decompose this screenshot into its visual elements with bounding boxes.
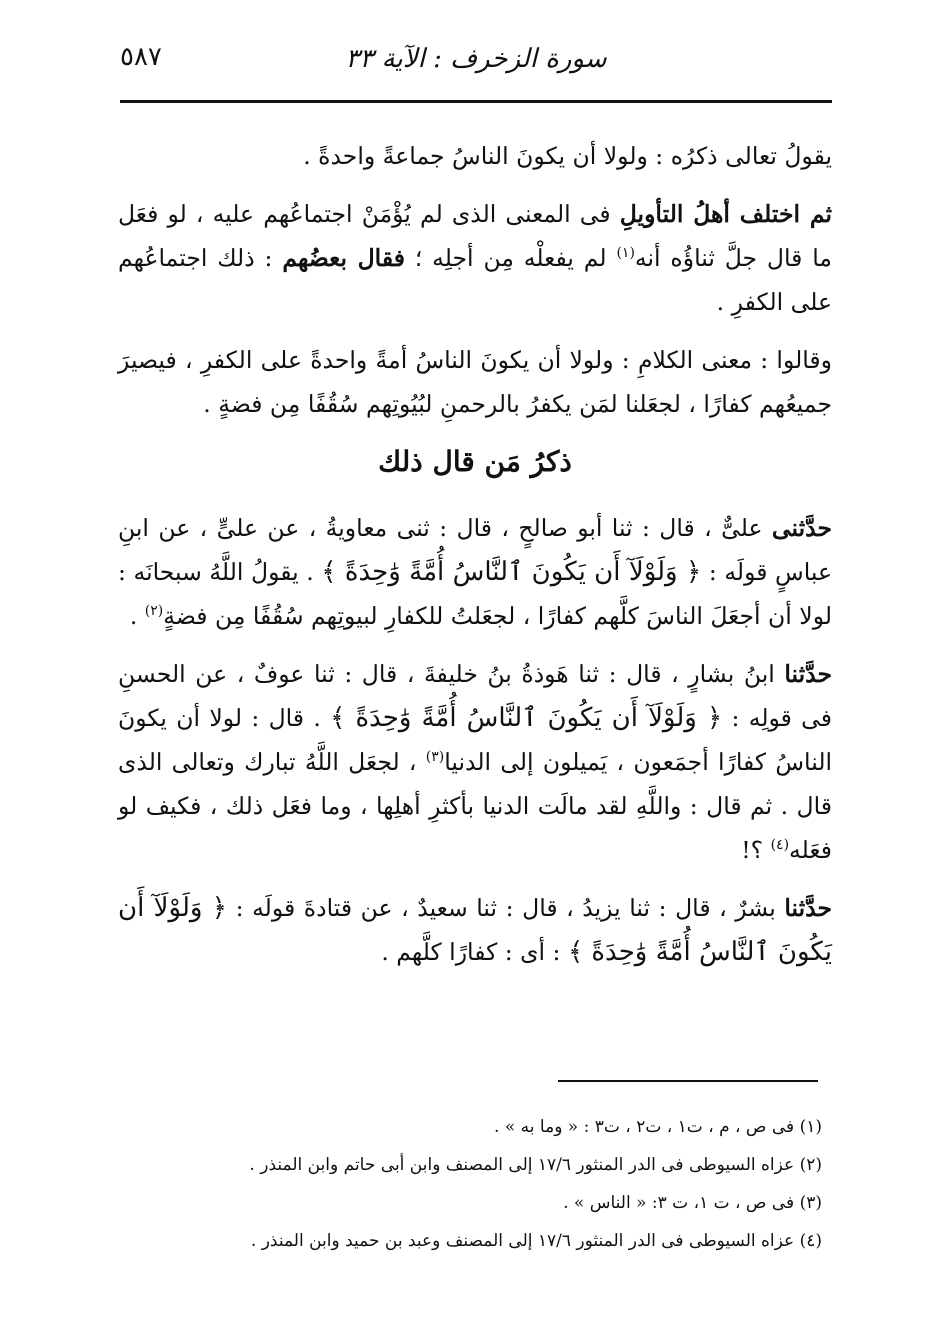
footnote-ref-4: (٤) xyxy=(770,837,790,854)
section-heading: ذكرُ مَن قال ذلك xyxy=(378,445,572,478)
narration-2-text-1: ابنُ بشارٍ ، قال : ثنا هَوذةُ بنُ خليفةَ ، قال : ثنا عوفٌ ، عن الحسنِ فى قولِه : xyxy=(118,660,832,732)
footnote-divider xyxy=(558,1080,818,1082)
narration-1-lead: حدَّثنى xyxy=(771,514,832,542)
narration-1-text-2: . يقولُ اللَّهُ سبحانَه : لولا أن أجعَلَ الناسَ كلَّهم كفارًا ، لجعَلتُ للكفارِ لبيوتِهم سُقُفًا مِن فضةٍ xyxy=(118,558,832,630)
narration-3 xyxy=(118,886,832,974)
narration-3-text-1: بشرٌ ، قال : ثنا يزيدُ ، قال : ثنا سعيدٌ ، عن قتادةَ قولَه : xyxy=(227,894,785,922)
paragraph-2-text-1: فى المعنى الذى لم يُؤْمَنْ اجتماعُهم عليه ، لو فعَل ما قال جلَّ ثناؤُه أنه xyxy=(118,200,832,272)
page-number: ٥٨٧ xyxy=(120,42,162,72)
narration-1 xyxy=(118,506,832,638)
narration-1-quran: ﴿ وَلَوْلَآ أَن يَكُونَ ٱلنَّاسُ أُمَّةً وَٰحِدَةً ﴾ xyxy=(321,557,702,587)
paragraph-2-lead: ثم اختلف أهلُ التأويلِ xyxy=(619,200,832,228)
narration-2-text-4: ؟! xyxy=(741,836,771,864)
footnote-ref-3: (٣) xyxy=(425,749,445,766)
narration-3-lead: حدَّثنا xyxy=(784,894,832,922)
footnote-ref-2: (٢) xyxy=(144,603,164,620)
narration-2-text-2: . قال : لولا أن يكونَ الناسُ كفارًا أجمَعون ، يَميلون إلى الدنيا xyxy=(118,704,833,776)
paragraph-2-text-3: : ذلك اجتماعُهم على الكفرِ . xyxy=(118,244,832,316)
paragraph-2 xyxy=(118,192,832,324)
paragraph-3-text: وقالوا : معنى الكلامِ : ولولا أن يكونَ الناسُ أمةً واحدةً على الكفرِ ، فيصيرَ جميعُهم كفارًا ، لجعَلنا لمَن يكفرُ بالرحمنِ لبُيُوتِهم سُقُفًا مِن فضةٍ . xyxy=(118,346,832,418)
narration-3-text-2: : أى : كفارًا كلَّهم . xyxy=(381,938,568,966)
page-header xyxy=(120,40,832,103)
paragraph-3 xyxy=(118,338,832,426)
paragraph-2-text-2: لم يفعلْه مِن أجلِه ؛ xyxy=(404,244,617,272)
main-text xyxy=(118,134,832,988)
footnotes xyxy=(180,1112,822,1264)
paragraph-1-text: يقولُ تعالى ذكرُه : ولولا أن يكونَ الناسُ جماعةً واحدةً . xyxy=(303,142,832,170)
paragraph-1 xyxy=(118,134,832,178)
narration-2-lead: حدَّثنا xyxy=(784,660,832,688)
footnote-3: (٣) فى ص ، ت ١، ت ٣: « الناس » . xyxy=(563,1193,822,1213)
narration-1-text-1: علىٌّ ، قال : ثنا أبو صالحٍ ، قال : ثنى معاويةُ ، عن علىٍّ ، عن ابنِ عباسٍ قولَه : xyxy=(118,514,832,586)
running-title: سورة الزخرف : الآية ٣٣ xyxy=(345,44,607,74)
footnote-ref-1: (١) xyxy=(616,245,635,262)
footnote-4: (٤) عزاه السيوطى فى الدر المنثور ١٧/٦ إلى المصنف وعبد بن حميد وابن المنذر . xyxy=(250,1231,822,1251)
narration-2-quran: ﴿ وَلَوْلَآ أَن يَكُونَ ٱلنَّاسُ أُمَّةً وَٰحِدَةً ﴾ xyxy=(330,703,723,733)
narration-1-text-3: . xyxy=(129,602,145,630)
footnote-2: (٢) عزاه السيوطى فى الدر المنثور ١٧/٦ إلى المصنف وابن أبى حاتم وابن المنذر . xyxy=(249,1155,822,1175)
footnote-1: (١) فى ص ، م ، ت١ ، ت٢ ، ت٣ : « وما به » . xyxy=(494,1117,822,1137)
narration-2-text-3: ، لجعَل اللَّهُ تبارك وتعالى الذى قال . ثم قال : واللَّهِ لقد مالَت الدنيا بأكثرِ أهلِها ، وما فعَل ذلك ، فكيف لو فعَله xyxy=(118,748,832,864)
narration-2 xyxy=(118,652,832,872)
paragraph-2-lead-2: فقال بعضُهم xyxy=(282,244,405,272)
narration-3-quran: ﴿ وَلَوْلَآ أَن يَكُونَ ٱلنَّاسُ أُمَّةً وَٰحِدَةً ﴾ xyxy=(118,893,832,967)
